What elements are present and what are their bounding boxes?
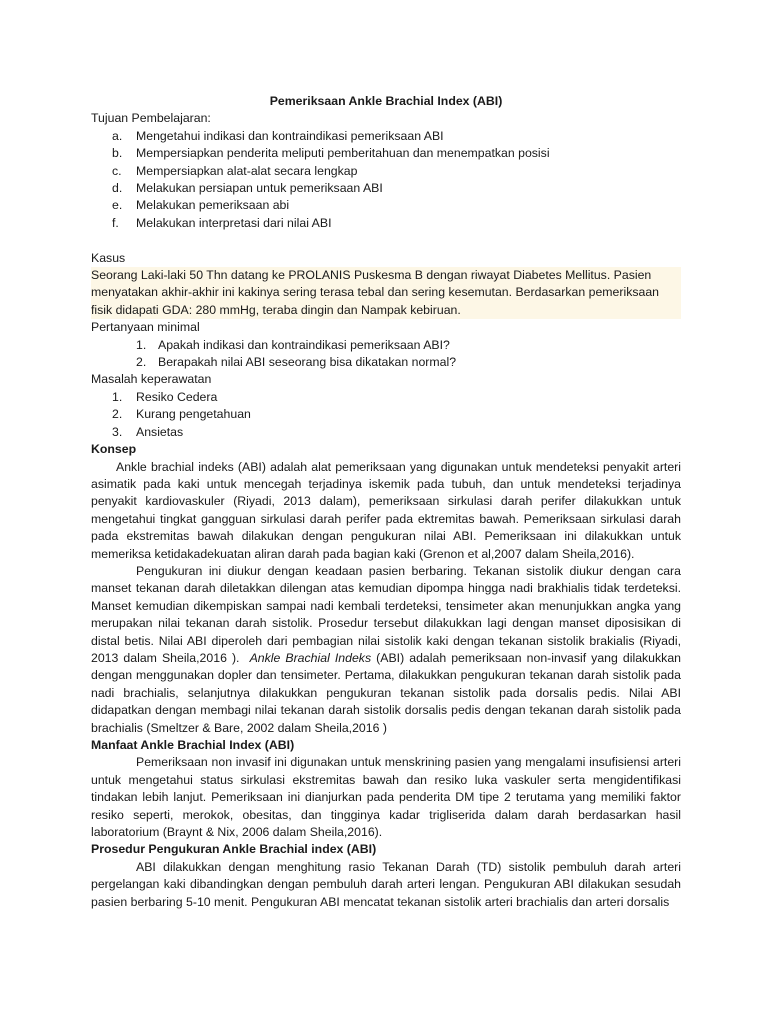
document-page bbox=[91, 93, 681, 911]
manfaat-heading: Manfaat Ankle Brachial Index (ABI) bbox=[91, 738, 295, 753]
list-item: 1. Apakah indikasi dan kontraindikasi pemeriksaan ABI? bbox=[136, 337, 450, 352]
konsep-heading: Konsep bbox=[91, 442, 137, 457]
tujuan-heading: Tujuan Pembelajaran: bbox=[91, 111, 211, 126]
masalah-list bbox=[91, 389, 681, 441]
konsep-paragraph-2: Pengukuran ini diukur dengan keadaan pasien berbaring. Tekanan sistolik diukur dengan cara manset tekanan darah diletakkan dilengan atas kemudian dipompa hingga nadi brakhialis tidak terdeteksi. Manset kemudian dikempiskan sampai nadi kembali terdeteksi, tensimeter akan menunjukkan angka yang merupakan nilai tekanan darah sistolik. Prosedur tersebut dilakukkan lagi dengan manset diposisikan di distal betis. Nilai ABI diperoleh dari pembagian nilai sistolik kaki dengan tekanan sistolik brakialis (Riyadi, 2013 dalam Sheila,2016 ). Ankle Brachial Indeks (ABI) adalah pemeriksaan non-invasif yang dilakukkan dengan menggunakan dopler dan tensimeter. Pertama, dilakukkan pengukuran tekanan darah sistolik pada nadi brachialis, selanjutnya dilakukkan pengukuran tekanan sistolik pada dorsalis pedis. Nilai ABI didapatkan dengan membagi nilai tekanan darah sistolik dorsalis pedis dengan tekanan darah sistolik pada brachialis (Smeltzer & Bare, 2002 dalam Sheila,2016 ) bbox=[91, 563, 681, 735]
masalah-heading: Masalah keperawatan bbox=[91, 372, 212, 387]
list-item: a. Mengetahui indikasi dan kontraindikasi pemeriksaan ABI bbox=[112, 128, 444, 143]
manfaat-text: Pemeriksaan non invasif ini digunakan untuk menskrining pasien yang mengalami insufisiensi arteri untuk mengetahui status sirkulasi ekstremitas bawah dan resiko luka vaskuler serta mengidentifikasi tindakan lebih lanjut. Pemeriksaan ini dianjurkan pada penderita DM tipe 2 terutama yang memiliki faktor resiko seperti, merokok, obesitas, dan tingginya kadar trigliserida dalam darah berdasarkan hasil laboratorium (Braynt & Nix, 2006 dalam Sheila,2016). bbox=[91, 755, 681, 840]
list-item: 1. Resiko Cedera bbox=[112, 389, 218, 404]
document-title: Pemeriksaan Ankle Brachial Index (ABI) bbox=[269, 94, 503, 108]
prosedur-text: ABI dilakukkan dengan menghitung rasio Tekanan Darah (TD) sistolik pembuluh darah arteri pergelangan kaki dibandingkan dengan pembuluh darah arteri lengan. Pengukuran ABI dilakukan sesudah pasien berbaring 5-10 menit. Pengukuran ABI mencatat tekanan sistolik arteri brachialis dan arteri dorsalis bbox=[91, 859, 681, 909]
kasus-heading: Kasus bbox=[91, 250, 126, 265]
list-item: b. Mempersiapkan penderita meliputi pemberitahuan dan menempatkan posisi bbox=[112, 146, 550, 161]
list-item: 2. Berapakah nilai ABI seseorang bisa dikatakan normal? bbox=[136, 355, 457, 370]
list-item: 3. Ansietas bbox=[112, 424, 184, 439]
list-item: 2. Kurang pengetahuan bbox=[112, 407, 251, 422]
ankle-brachial-indeks-italic: Ankle Brachial Indeks bbox=[249, 650, 372, 665]
tujuan-list bbox=[91, 128, 681, 232]
pertanyaan-list bbox=[91, 337, 681, 372]
list-item: e. Melakukan pemeriksaan abi bbox=[112, 198, 290, 213]
pertanyaan-heading: Pertanyaan minimal bbox=[91, 320, 200, 335]
list-item: f. Melakukan interpretasi dari nilai ABI bbox=[112, 215, 332, 230]
list-item: c. Mempersiapkan alat-alat secara lengkap bbox=[112, 163, 358, 178]
list-item: d. Melakukan persiapan untuk pemeriksaan ABI bbox=[112, 181, 383, 196]
prosedur-heading: Prosedur Pengukuran Ankle Brachial index (ABI) bbox=[91, 842, 377, 857]
kasus-text: Seorang Laki-laki 50 Thn datang ke PROLANIS Puskesma B dengan riwayat Diabetes Mellitus. Pasien menyatakan akhir-akhir ini kakinya sering terasa tebal dan sering kesemutan. Berdasarkan pemeriksaan fisik didapati GDA: 280 mmHg, teraba dingin dan Nampak kebiruan. bbox=[91, 267, 681, 319]
konsep-paragraph-1: Ankle brachial indeks (ABI) adalah alat pemeriksaan yang digunakan untuk mendeteksi penyakit arteri asimatik pada kaki untuk mencegah terjadinya iskemik pada tubuh, dan untuk mendeteksi terjadinya penyakit kardiovaskuler (Riyadi, 2013 dalam), pemeriksaan sirkulasi darah perifer dilakukkan untuk mengetahui tingkat gangguan sirkulasi darah perifer pada ektremitas bawah. Pemeriksaan sirkulasi darah pada ekstremitas bawah dilakukan dengan pengukuran nilai ABI. Pemeriksaan ini dilakukkan untuk memeriksa ketidakadekuatan aliran darah pada bagian kaki (Grenon et al,2007 dalam Sheila,2016). bbox=[91, 459, 681, 561]
